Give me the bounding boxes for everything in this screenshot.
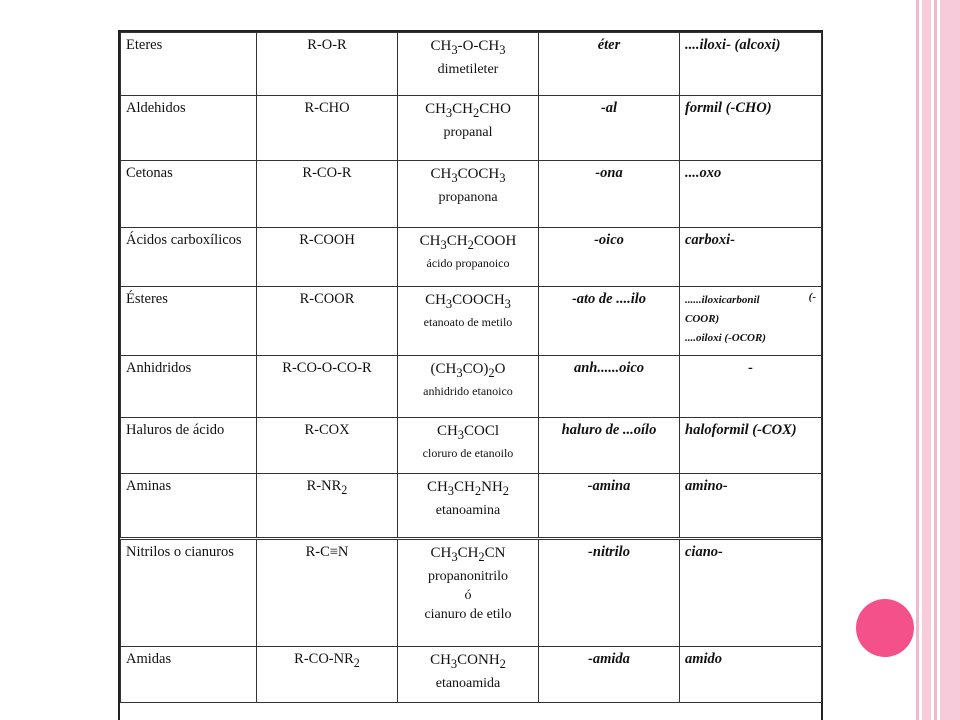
decorative-stripe bbox=[934, 0, 937, 720]
prefix: ....iloxi- (alcoxi) bbox=[680, 33, 822, 96]
group-name: Cetonas bbox=[121, 161, 257, 228]
table-row bbox=[121, 356, 822, 418]
example-cell bbox=[398, 474, 539, 539]
decorative-pink-circle bbox=[856, 599, 914, 657]
table-row bbox=[121, 161, 822, 228]
suffix: -ato de ....ilo bbox=[539, 287, 680, 356]
prefix-line: COOR) bbox=[685, 313, 720, 325]
functional-groups-table bbox=[120, 32, 822, 703]
suffix: éter bbox=[539, 33, 680, 96]
table-row bbox=[121, 96, 822, 161]
example-formula: $CH_3COCl$ bbox=[436, 423, 500, 442]
group-name: Anhidridos bbox=[121, 356, 257, 418]
suffix: -ona bbox=[539, 161, 680, 228]
example-formula: $CH_3CH_2COOH$ bbox=[419, 233, 517, 252]
suffix: -nitrilo bbox=[539, 539, 680, 647]
prefix-line: ....oiloxi (-OCOR) bbox=[685, 332, 766, 344]
general-formula: R-O-R bbox=[257, 33, 398, 96]
example-cell bbox=[398, 228, 539, 287]
prefix bbox=[680, 287, 822, 356]
example-name: etanoato de metilo bbox=[423, 315, 513, 329]
group-name: Eteres bbox=[121, 33, 257, 96]
group-name: Nitrilos o cianuros bbox=[121, 539, 257, 647]
table-row bbox=[121, 647, 822, 703]
example-cell bbox=[398, 647, 539, 703]
group-name: Aminas bbox=[121, 474, 257, 539]
example-cell bbox=[398, 418, 539, 474]
suffix: -amida bbox=[539, 647, 680, 703]
example-name: dimetileter bbox=[437, 62, 499, 77]
general-formula: R-CHO bbox=[257, 96, 398, 161]
prefix: haloformil (-COX) bbox=[680, 418, 822, 474]
example-or: ó bbox=[464, 588, 472, 603]
example-cell bbox=[398, 33, 539, 96]
example-name: cloruro de etanoilo bbox=[422, 446, 514, 460]
example-name: etanoamida bbox=[435, 676, 501, 691]
prefix: amido bbox=[680, 647, 822, 703]
prefix-line: ......iloxicarbonil bbox=[685, 294, 760, 306]
example-name: propanal bbox=[443, 125, 493, 140]
example-name: anhidrido etanoico bbox=[423, 384, 513, 398]
table-row bbox=[121, 474, 822, 539]
suffix: anh......oico bbox=[539, 356, 680, 418]
prefix: ciano- bbox=[680, 539, 822, 647]
general-formula: R-COOH bbox=[257, 228, 398, 287]
table-row bbox=[121, 539, 822, 647]
group-name: Ésteres bbox=[121, 287, 257, 356]
example-formula: $CH_3CONH_2$ bbox=[430, 652, 506, 671]
functional-groups-table-image bbox=[118, 30, 823, 720]
group-name: Ácidos carboxílicos bbox=[121, 228, 257, 287]
example-name: ácido propanoico bbox=[426, 256, 510, 270]
group-name: Aldehidos bbox=[121, 96, 257, 161]
prefix: - bbox=[680, 356, 822, 418]
table-row bbox=[121, 287, 822, 356]
example-name: propanona bbox=[438, 190, 498, 205]
general-formula: R-CO-O-CO-R bbox=[257, 356, 398, 418]
group-name: Amidas bbox=[121, 647, 257, 703]
table-row bbox=[121, 418, 822, 474]
example-name: etanoamina bbox=[435, 503, 501, 518]
general-formula: R-CO-R bbox=[257, 161, 398, 228]
suffix: -al bbox=[539, 96, 680, 161]
prefix: formil (-CHO) bbox=[680, 96, 822, 161]
decorative-stripe bbox=[922, 0, 931, 720]
table-row bbox=[121, 33, 822, 96]
example-cell bbox=[398, 539, 539, 647]
decorative-stripe bbox=[916, 0, 919, 720]
example-cell bbox=[398, 287, 539, 356]
example-cell bbox=[398, 96, 539, 161]
example-cell bbox=[398, 356, 539, 418]
suffix: -oico bbox=[539, 228, 680, 287]
example-formula: $CH_3CH_2CN$ bbox=[430, 545, 506, 564]
example-formula: $CH_3-O-CH_3$ bbox=[430, 38, 506, 57]
suffix: -amina bbox=[539, 474, 680, 539]
prefix-line: (- bbox=[808, 291, 816, 303]
example-formula: $CH_3COCH_3$ bbox=[430, 166, 506, 185]
suffix: haluro de ...oílo bbox=[539, 418, 680, 474]
general-formula: $R-NR_2$ bbox=[257, 474, 398, 539]
example-name-alt: cianuro de etilo bbox=[424, 607, 512, 622]
example-formula: $(CH_3CO)_2O$ bbox=[430, 361, 506, 380]
example-name: propanonitrilo bbox=[427, 569, 509, 584]
example-formula: $CH_3COOCH_3$ bbox=[425, 292, 511, 311]
example-cell bbox=[398, 161, 539, 228]
general-formula: R-C≡N bbox=[257, 539, 398, 647]
example-formula: $CH_3CH_2NH_2$ bbox=[426, 479, 510, 498]
general-formula: R-COX bbox=[257, 418, 398, 474]
decorative-stripe bbox=[940, 0, 960, 720]
prefix: carboxi- bbox=[680, 228, 822, 287]
general-formula: $R-CO-NR_2$ bbox=[257, 647, 398, 703]
example-formula: $CH_3CH_2CHO$ bbox=[425, 101, 511, 120]
group-name: Haluros de ácido bbox=[121, 418, 257, 474]
table-row bbox=[121, 228, 822, 287]
prefix: ....oxo bbox=[680, 161, 822, 228]
general-formula: R-COOR bbox=[257, 287, 398, 356]
prefix: amino- bbox=[680, 474, 822, 539]
